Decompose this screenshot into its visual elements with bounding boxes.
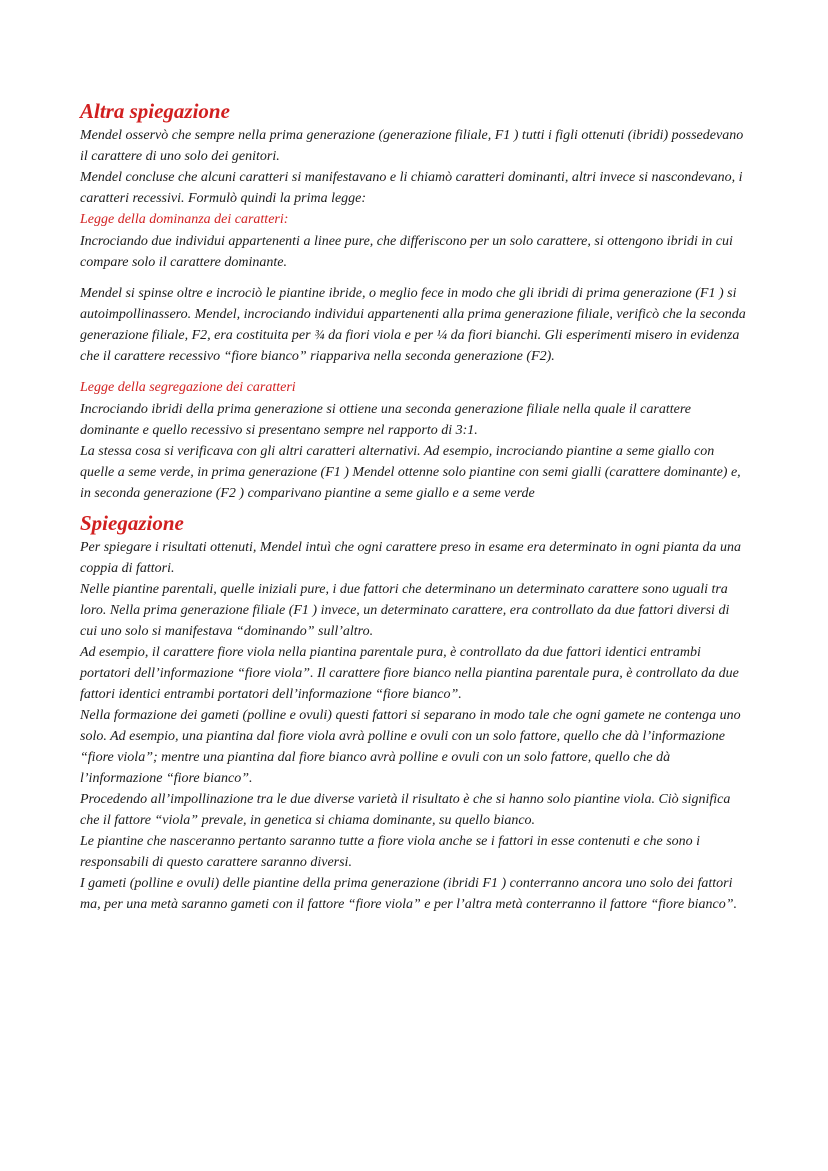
- paragraph-dominant-recessive: Mendel concluse che alcuni caratteri si manifestavano e li chiamò caratteri dominanti, altri invece si nascondevano, i caratteri recessivi. Formulò quindi la prima legge:: [80, 170, 743, 206]
- paragraph-gametes: Nella formazione dei gameti (polline e ovuli) questi fattori si separano in modo tale che ogni gamete ne contenga uno solo. Ad esempio, una piantina dal fiore viola avrà polline e ovuli con un solo fattore, quello che dà l’informazione “fiore viola”; mentre una piantina dal fiore bianco avrà polline e ovuli con un solo fattore, quello che dà l’informazione “fiore bianco”.: [80, 708, 741, 786]
- paragraph-self-pollination: Mendel si spinse oltre e incrociò le piantine ibride, o meglio fece in modo che gli ibridi di prima generazione (F1 ) si autoimpollinassero. Mendel, incrociando individui appartenenti alla prima generazione filiale, verificò che la seconda generazione filiale, F2, era costituita per ¾ da fiori viola e per ¼ da fiori bianchi. Gli esperimenti misero in evidenza che il carattere recessivo “fiore bianco” riappariva nella seconda generazione (F2).: [80, 286, 746, 364]
- law-dominance-title: Legge della dominanza dei caratteri:: [80, 212, 289, 227]
- paragraph-seed-example: La stessa cosa si verificava con gli altri caratteri alternativi. Ad esempio, incrociando piantine a seme giallo con quelle a seme verde, in prima generazione (F1 ) Mendel ottenne solo piantine con semi gialli (carattere dominante) e, in seconda generazione (F2 ) comparivano piantine a seme giallo e a seme verde: [80, 444, 741, 501]
- paragraph-pollination: Procedendo all’impollinazione tra le due diverse varietà il risultato è che si hanno solo piantine viola. Ciò significa che il fattore “viola” prevale, in genetica si chiama dominante, su quello bianco.: [80, 792, 731, 828]
- law-segregation-title: Legge della segregazione dei caratteri: [80, 380, 296, 395]
- paragraph-parental-plants: Nelle piantine parentali, quelle iniziali pure, i due fattori che determinano un determinato carattere sono uguali tra loro. Nella prima generazione filiale (F1 ) invece, un determinato carattere, era controllato da due fattori diversi di cui uno solo si manifestava “dominando” sull’altro.: [80, 582, 730, 639]
- paragraph-purple-white-factors: Ad esempio, il carattere fiore viola nella piantina parentale pura, è controllato da due fattori identici entrambi portatori dell’informazione “fiore viola”. Il carattere fiore bianco nella piantina parentale pura, è controllato da due fattori identici entrambi portatori dell’informazione “fiore bianco”.: [80, 645, 739, 702]
- paragraph-factor-pairs: Per spiegare i risultati ottenuti, Mendel intuì che ogni carattere preso in esame era determinato in ogni pianta da una coppia di fattori.: [80, 540, 742, 576]
- paragraph-offspring: Le piantine che nasceranno pertanto saranno tutte a fiore viola anche se i fattori in esse contenuti e che sono i responsabili di questo carattere saranno diversi.: [80, 834, 701, 870]
- paragraph-first-generation: Mendel osservò che sempre nella prima generazione (generazione filiale, F1 ) tutti i figli ottenuti (ibridi) possedevano il carattere di uno solo dei genitori.: [80, 128, 744, 164]
- spacer: [80, 273, 748, 283]
- paragraph-f1-gametes: I gameti (polline e ovuli) delle piantine della prima generazione (ibridi F1 ) conterranno ancora uno solo dei fattori ma, per una metà saranno gameti con il fattore “fiore viola” e per l’altra metà conterranno il fattore “fiore bianco”.: [80, 876, 738, 912]
- spacer: [80, 367, 748, 377]
- law-dominance-text: Incrociando due individui appartenenti a linee pure, che differiscono per un solo carattere, si ottengono ibridi in cui compare solo il carattere dominante.: [80, 234, 733, 270]
- heading-altra-spiegazione: Altra spiegazione: [80, 99, 230, 123]
- heading-spiegazione: Spiegazione: [80, 511, 184, 535]
- document-body: [80, 98, 748, 915]
- law-segregation-text: Incrociando ibridi della prima generazione si ottiene una seconda generazione filiale nella quale il carattere dominante e quello recessivo si presentano sempre nel rapporto di 3:1.: [80, 402, 691, 438]
